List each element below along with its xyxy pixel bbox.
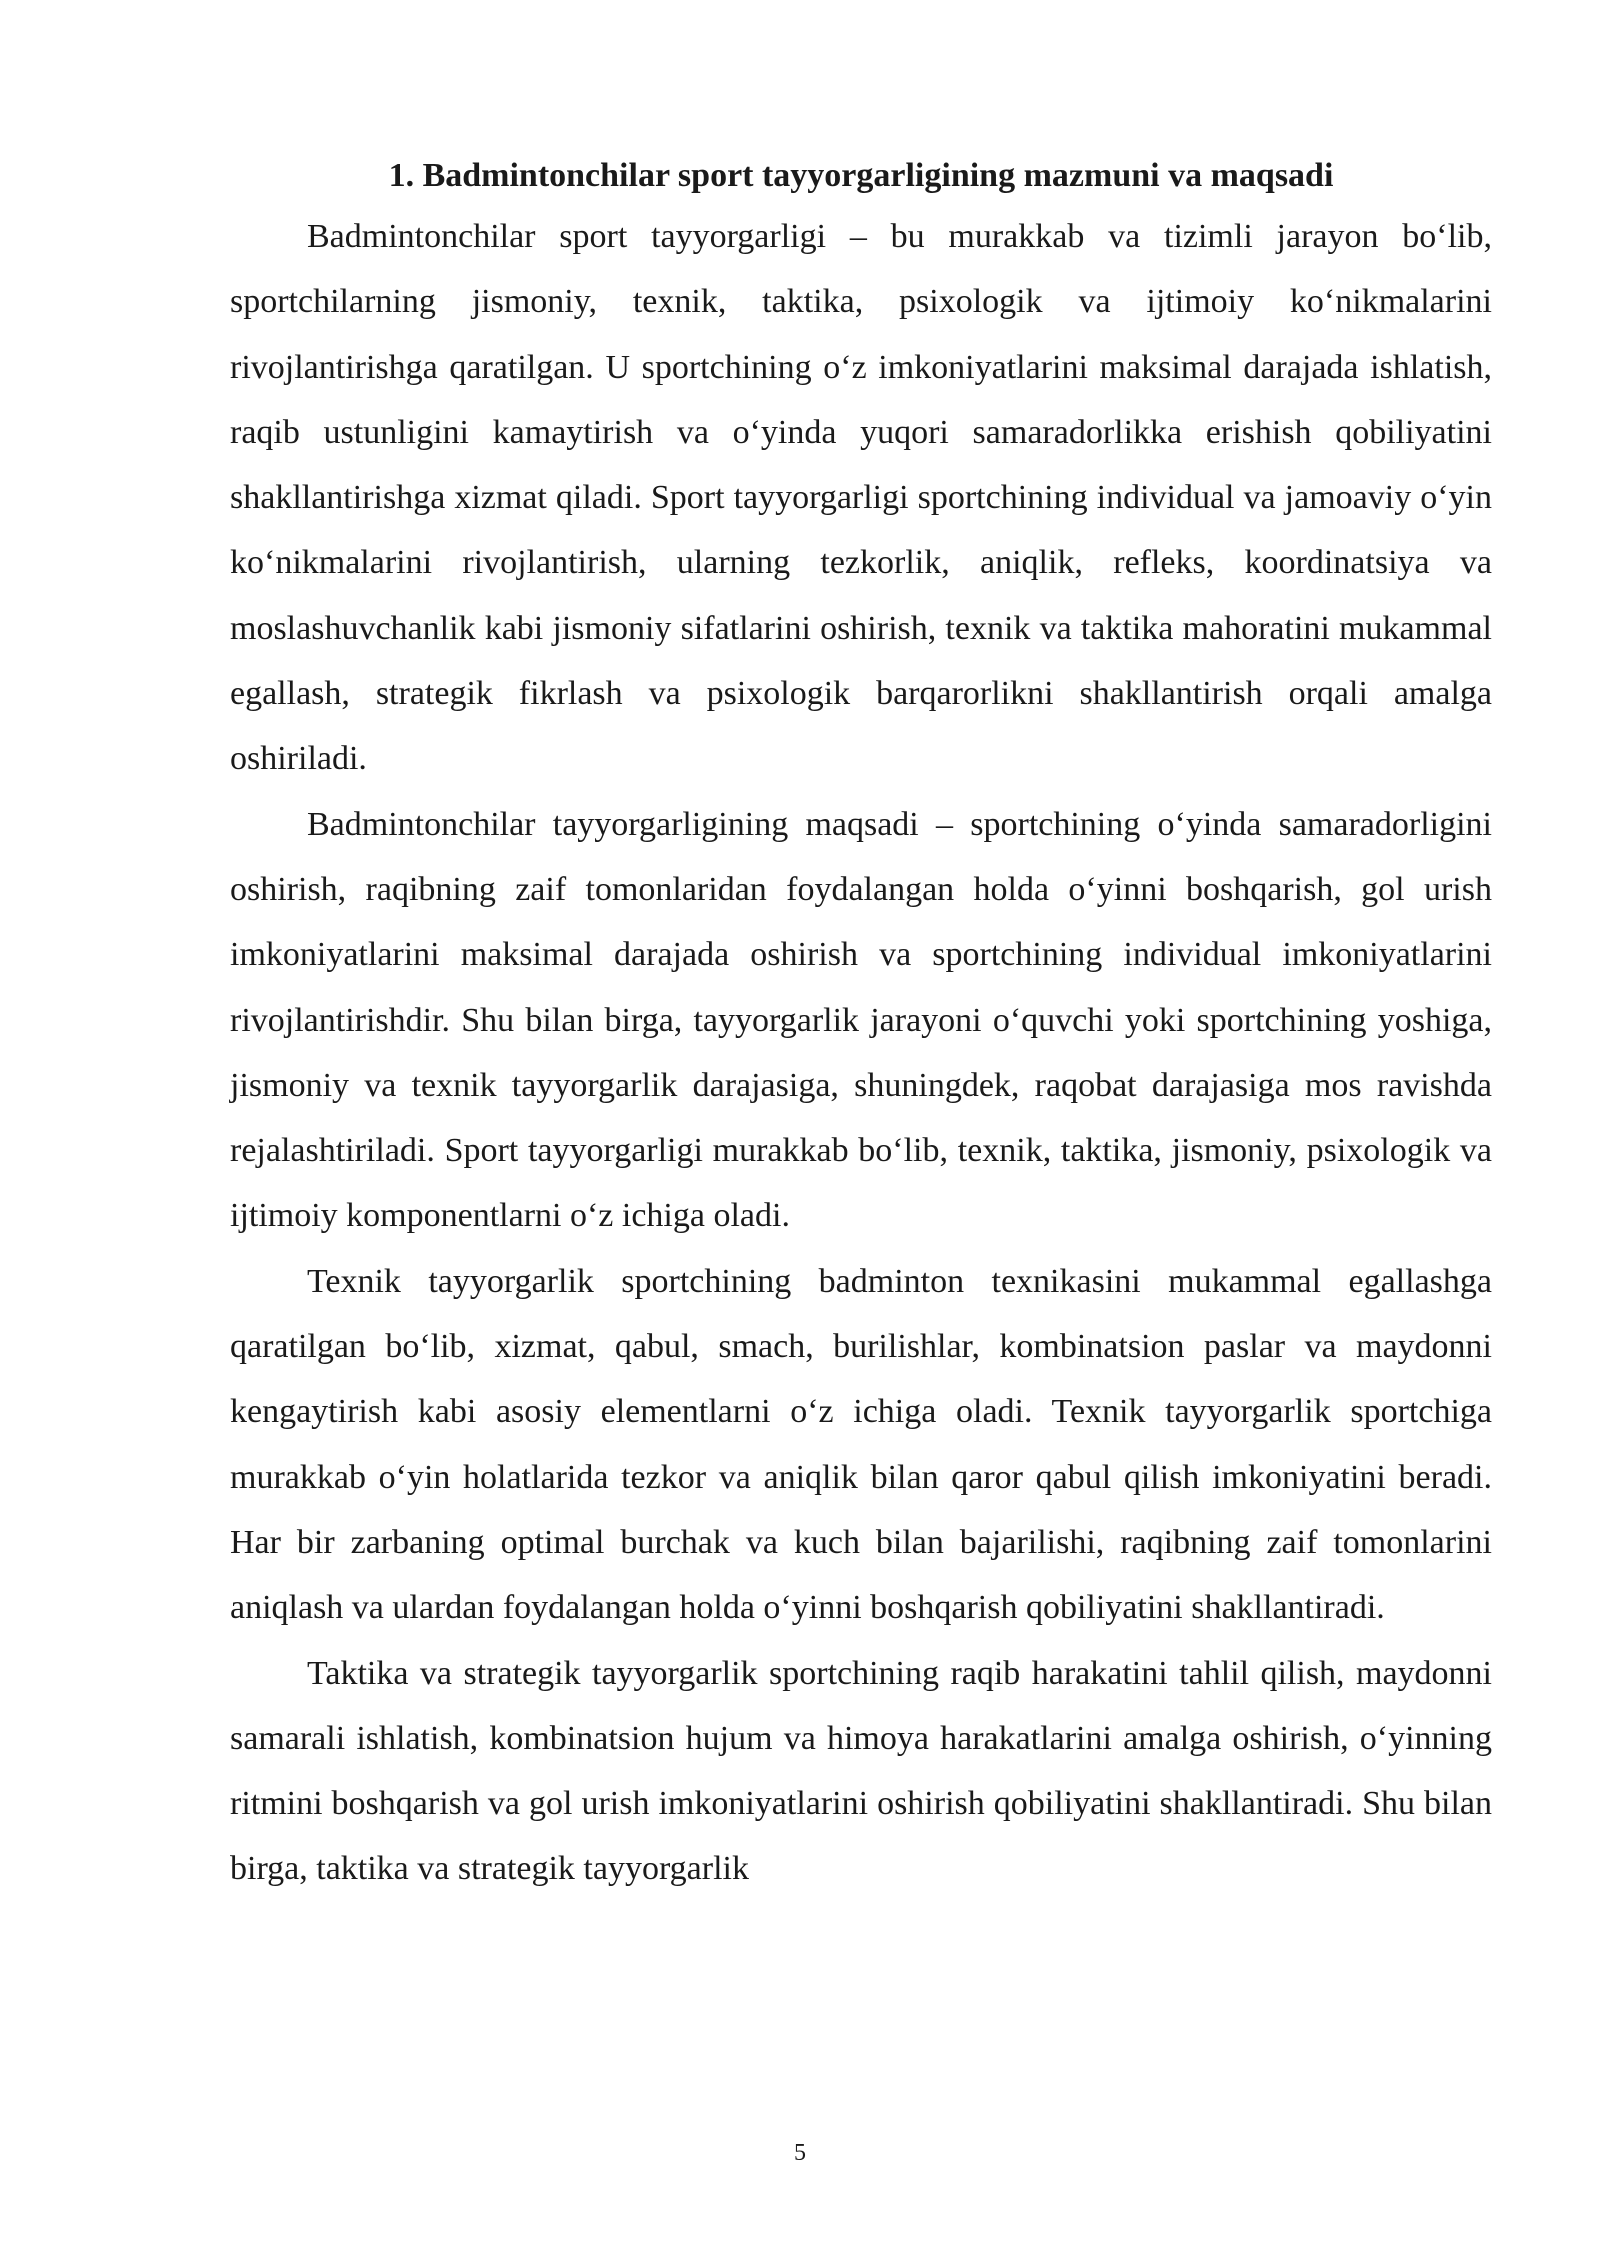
- paragraph-3: Texnik tayyorgarlik sportchining badminton texnikasini mukammal egallashga qaratilgan bo‘lib, xizmat, qabul, smach, burilishlar, kombinatsion paslar va maydonni kengaytirish kabi asosiy elementlarni o‘z ichiga oladi. Texnik tayyorgarlik sportchiga murakkab o‘yin holatlarida tezkor va aniqlik bilan qaror qabul qilish imkoniyatini beradi. Har bir zarbaning optimal burchak va kuch bilan bajarilishi, raqibning zaif tomonlarini aniqlash va ulardan foydalangan holda o‘yinni boshqarish qobiliyatini shakllantiradi.: [230, 1262, 1492, 1627]
- page-number: 5: [794, 2140, 806, 2166]
- section-heading: 1. Badmintonchilar sport tayyorgarligining mazmuni va maqsadi: [388, 157, 1334, 194]
- paragraph-1: Badmintonchilar sport tayyorgarligi – bu murakkab va tizimli jarayon bo‘lib, sportchilarning jismoniy, texnik, taktika, psixologik va ijtimoiy ko‘nikmalarini rivojlantirishga qaratilgan. U sportchining o‘z imkoniyatlarini maksimal darajada ishlatish, raqib ustunligini kamaytirish va o‘yinda yuqori samaradorlikka erishish qobiliyatini shakllantirishga xizmat qiladi. Sport tayyorgarligi sportchining individual va jamoaviy o‘yin ko‘nikmalarini rivojlantirish, ularning tezkorlik, aniqlik, refleks, koordinatsiya va moslashuvchanlik kabi jismoniy sifatlarini oshirish, texnik va taktika mahoratini mukammal egallash, strategik fikrlash va psixologik barqarorlikni shakllantirish orqali amalga oshiriladi.: [230, 218, 1492, 778]
- paragraph-4: Taktika va strategik tayyorgarlik sportchining raqib harakatini tahlil qilish, maydonni samarali ishlatish, kombinatsion hujum va himoya harakatlarini amalga oshirish, o‘yinning ritmini boshqarish va gol urish imkoniyatlarini oshirish qobiliyatini shakllantiradi. Shu bilan birga, taktika va strategik tayyorgarlik: [230, 1654, 1492, 1888]
- paragraph-2: Badmintonchilar tayyorgarligining maqsadi – sportchining o‘yinda samaradorligini oshirish, raqibning zaif tomonlaridan foydalangan holda o‘yinni boshqarish, gol urish imkoniyatlarini maksimal darajada oshirish va sportchining individual imkoniyatlarini rivojlantirishdir. Shu bilan birga, tayyorgarlik jarayoni o‘quvchi yoki sportchining yoshiga, jismoniy va texnik tayyorgarlik darajasiga, shuningdek, raqobat darajasiga mos ravishda rejalashtiriladi. Sport tayyorgarligi murakkab bo‘lib, texnik, taktika, jismoniy, psixologik va ijtimoiy komponentlarni o‘z ichiga oladi.: [230, 805, 1492, 1235]
- document-page: [230, 148, 1492, 1902]
